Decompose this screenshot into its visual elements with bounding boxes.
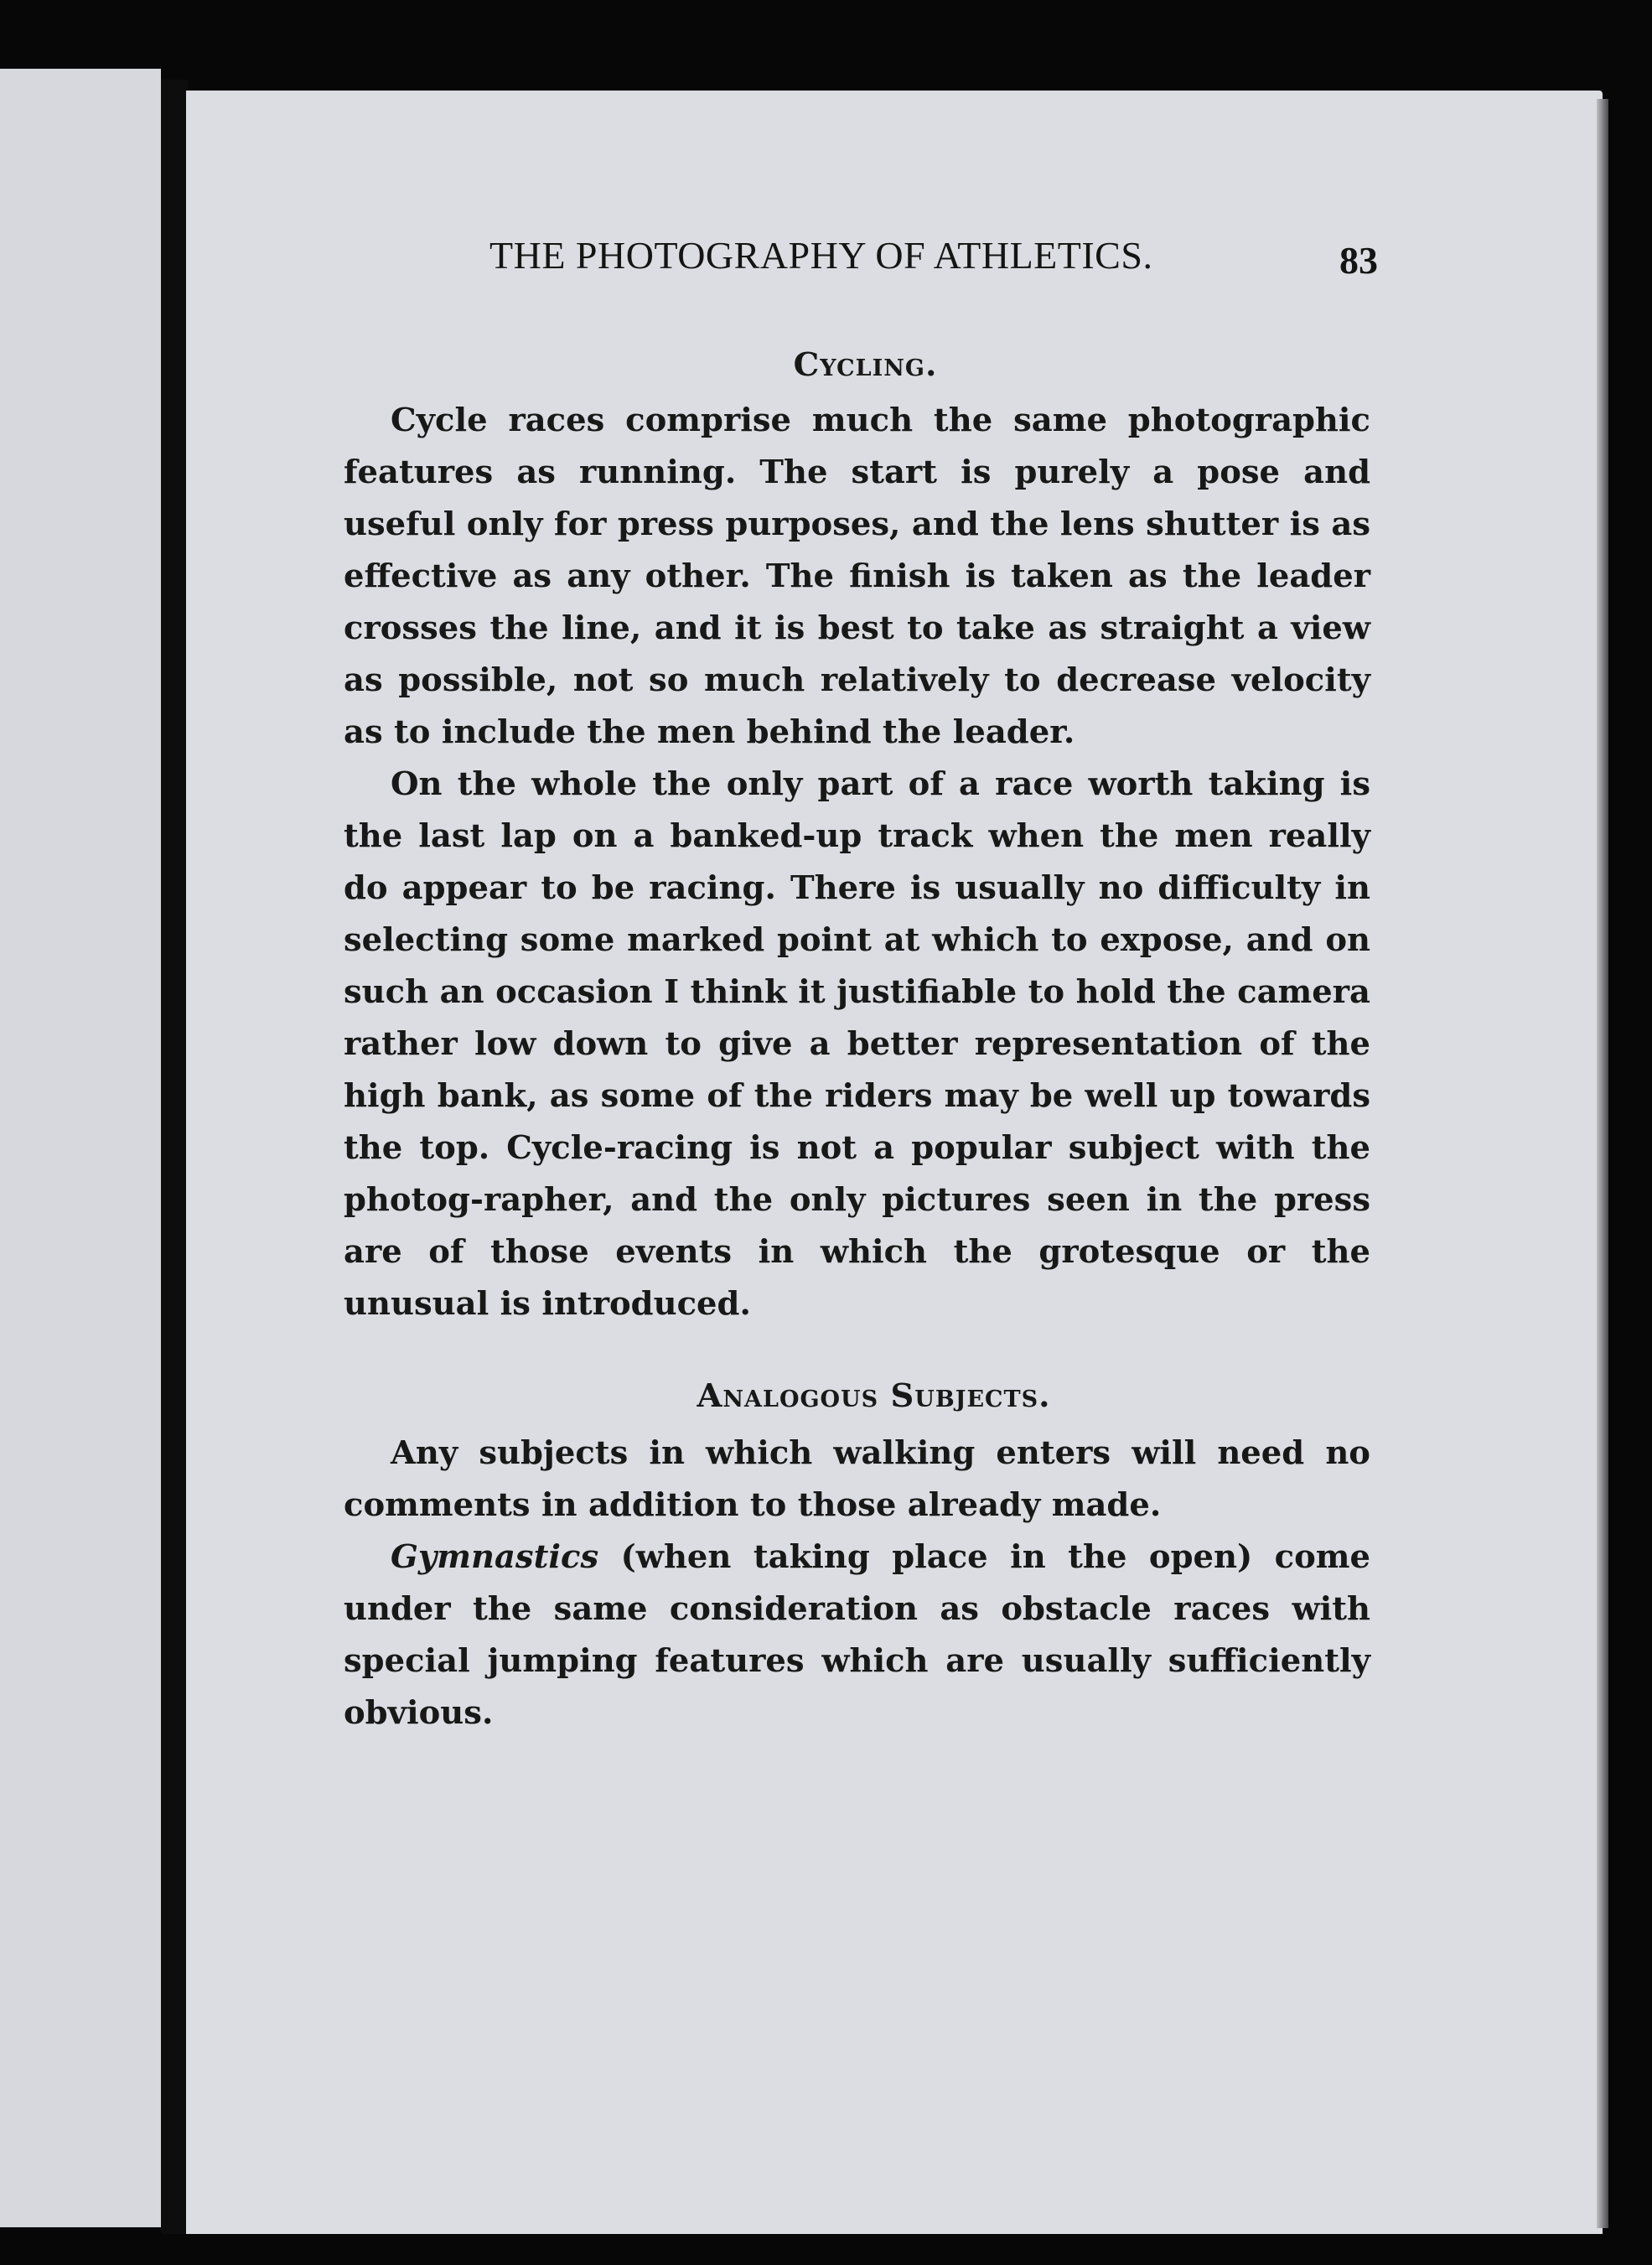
book-gutter: [161, 80, 188, 2234]
paragraph-text: (when taking place in the open) come under the same consideration as obstacle races with special jumping features which are usually sufficiently obvious.: [344, 1538, 1370, 1732]
italic-term: Gymnastics: [391, 1538, 599, 1576]
paragraph: Cycle races comprise much the same photographic features as running. The start is purely a pose and useful only for press purposes, and the lens shutter is as effective as any other. The finish is taken as the leader crosses the line, and it is best to take as straight a view as possible, not so much relatively to decrease velocity as to include the men behind the leader.: [344, 402, 1370, 751]
page-number: 83: [1339, 239, 1378, 282]
body-text: [344, 339, 1370, 1739]
section-heading-cycling: Cycling.: [793, 346, 938, 384]
page-edge-shadow: [1597, 99, 1608, 2228]
paragraph: Any subjects in which walking enters will need no comments in addition to those already made.: [344, 1434, 1370, 1524]
running-head: THE PHOTOGRAPHY OF ATHLETICS.: [489, 234, 1153, 277]
facing-page-edge: [0, 69, 161, 2227]
paragraph-gymnastics: [344, 1532, 1370, 1739]
section-heading-analogous-subjects: Analogous Subjects.: [697, 1377, 1051, 1415]
paragraph: On the whole the only part of a race worth taking is the last lap on a banked-up track when the men really do appear to be racing. There is usually no difficulty in selecting some marked point at which to expose, and on such an occasion I think it justifiable to hold the camera rather low down to give a better representation of the high bank, as some of the riders may be well up towards the top. Cycle-racing is not a popular subject with the photog-rapher, and the only pictures seen in the press are of those events in which the grotesque or the unusual is introduced.: [344, 765, 1370, 1323]
